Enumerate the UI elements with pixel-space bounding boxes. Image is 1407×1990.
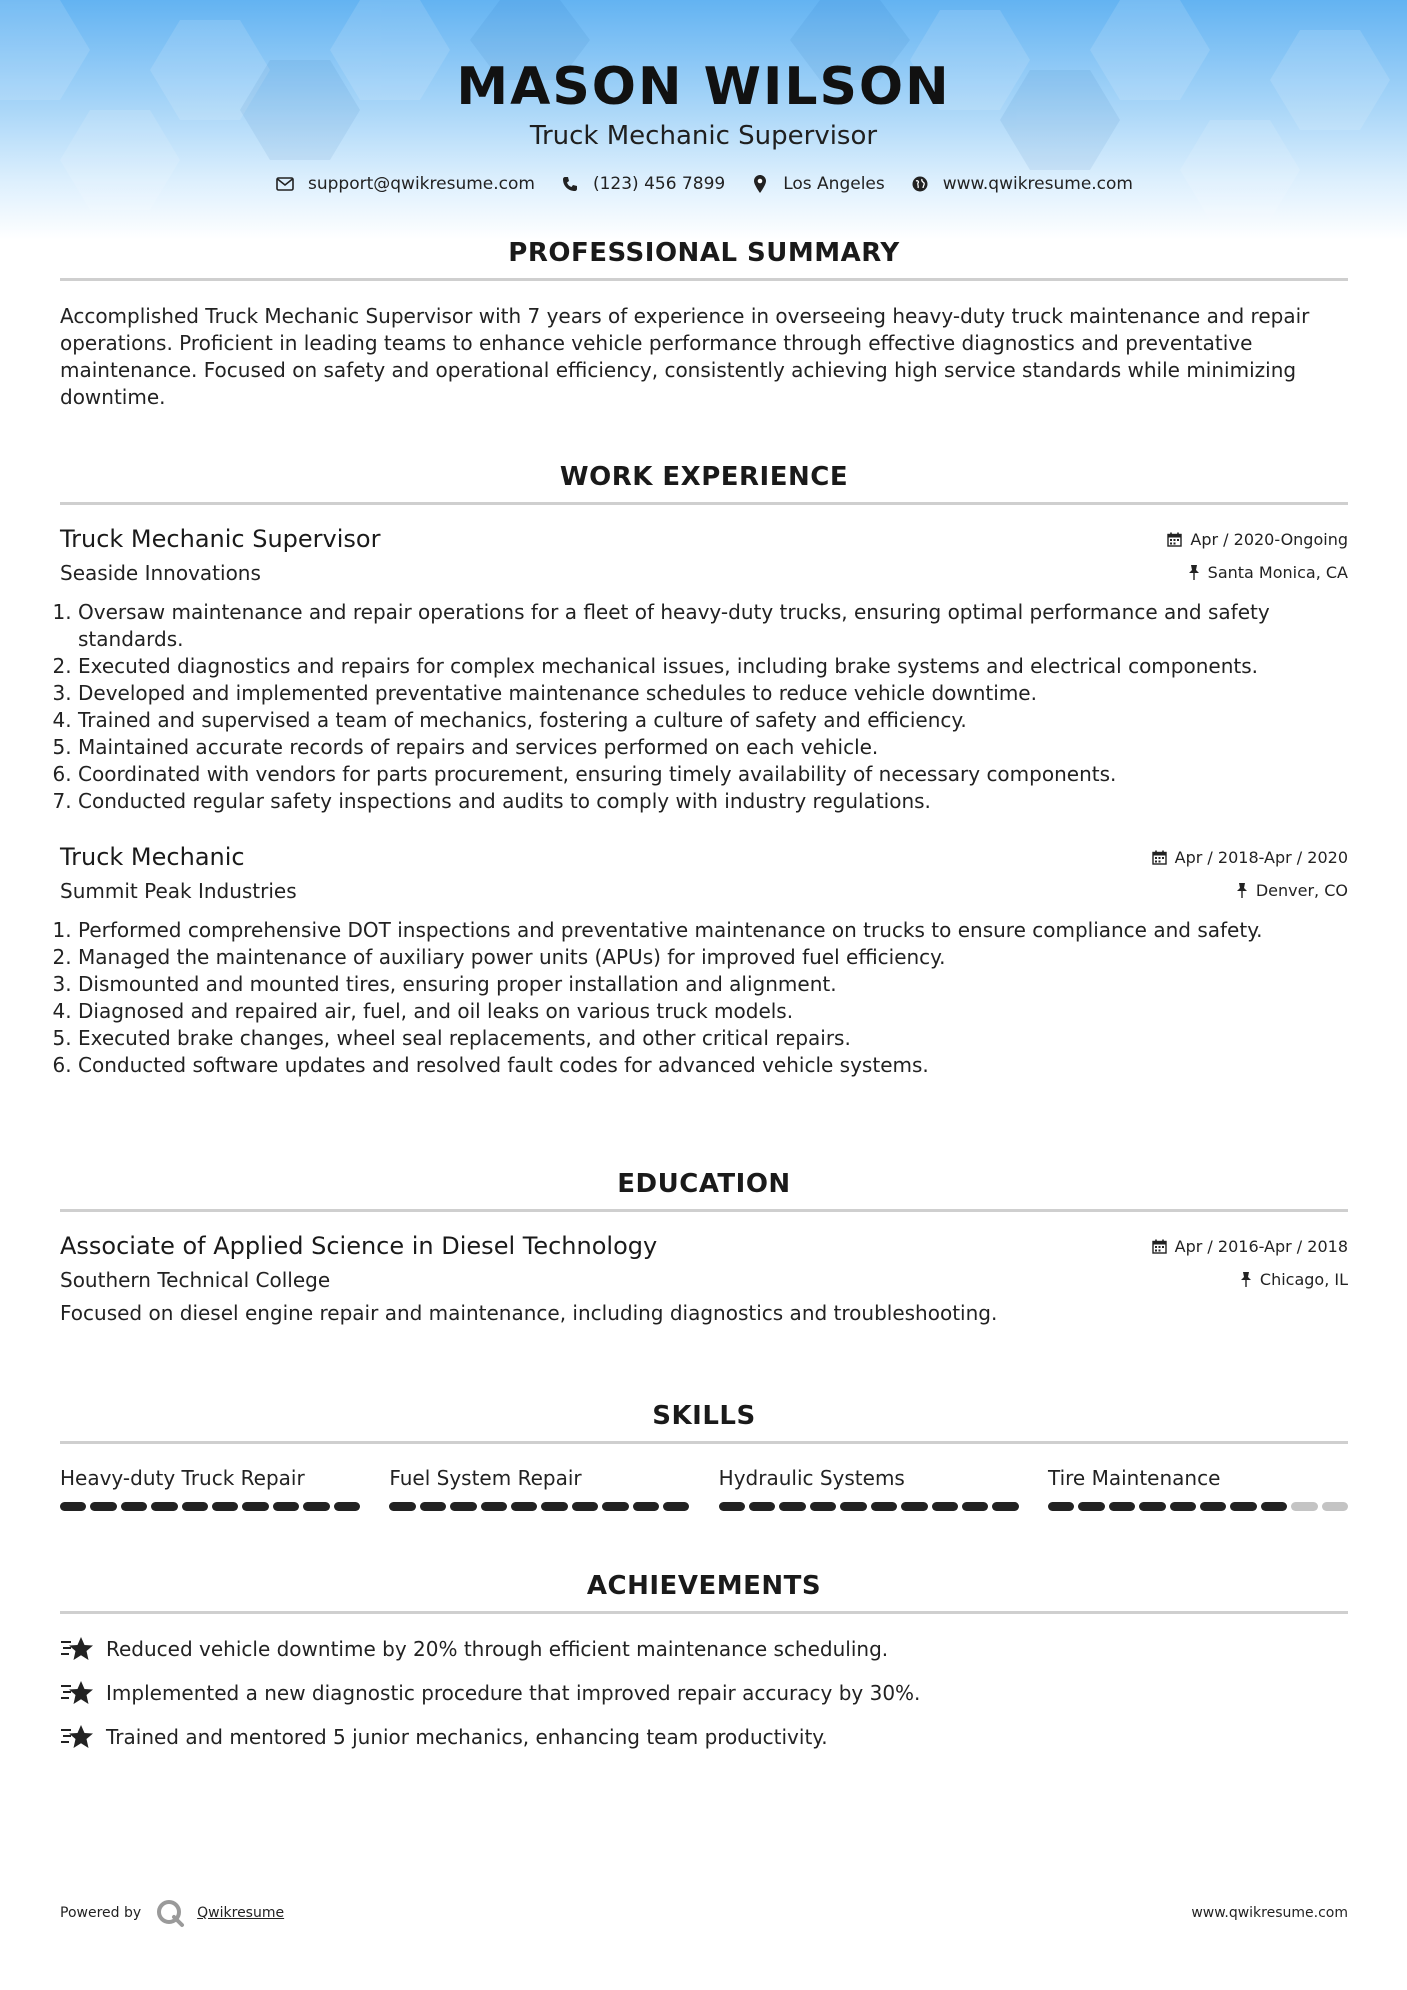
skill-level-segment (60, 1502, 86, 1511)
skill-level-segment (242, 1502, 268, 1511)
skill-level-segment (932, 1502, 958, 1511)
resume-header (0, 56, 1407, 194)
list-item: 1. Performed comprehensive DOT inspections and preventative maintenance on trucks to ensure compliance and safety. (78, 917, 1348, 944)
skill-level-segment (840, 1502, 866, 1511)
job-dates-text: Apr / 2020-Ongoing (1190, 530, 1348, 549)
skill-level-segment (633, 1502, 659, 1511)
candidate-name: MASON WILSON (456, 57, 951, 117)
powered-by (60, 1898, 284, 1928)
achievement-text: Trained and mentored 5 junior mechanics, enhancing team productivity. (106, 1725, 828, 1749)
skill-level-segment (1322, 1502, 1348, 1511)
skill-level-segment (1291, 1502, 1317, 1511)
summary-section (60, 238, 1348, 411)
list-item: 7. Conducted regular safety inspections and audits to comply with industry regulations. (78, 788, 1348, 815)
job-title: Truck Mechanic (60, 843, 245, 871)
skill-level-segment (962, 1502, 988, 1511)
list-item: 6. Conducted software updates and resolved fault codes for advanced vehicle systems. (78, 1052, 1348, 1079)
education-description: Focused on diesel engine repair and maintenance, including diagnostics and troubleshooting. (60, 1301, 998, 1325)
skill-level-segment (719, 1502, 745, 1511)
skill-level-segment (182, 1502, 208, 1511)
skill-level-segment (151, 1502, 177, 1511)
education-dates-text: Apr / 2016-Apr / 2018 (1174, 1237, 1348, 1256)
calendar-icon (1152, 1239, 1167, 1254)
skill-level-segment (1048, 1502, 1074, 1511)
skill-level-segment (572, 1502, 598, 1511)
skill-level-segment (541, 1502, 567, 1511)
skill-item (60, 1466, 360, 1511)
degree-title: Associate of Applied Science in Diesel Technology (60, 1232, 658, 1260)
skill-level-segment (1109, 1502, 1135, 1511)
skill-level-segment (1261, 1502, 1287, 1511)
job-dates (1167, 530, 1348, 549)
duty-list (60, 917, 1348, 1079)
skill-level-segment (602, 1502, 628, 1511)
achievement-item (60, 1680, 1348, 1706)
skill-level-segment (389, 1502, 415, 1511)
experience-heading: WORK EXPERIENCE (60, 462, 1348, 505)
skill-level-segment (511, 1502, 537, 1511)
job-location-text: Santa Monica, CA (1207, 563, 1348, 582)
skill-level-segment (303, 1502, 329, 1511)
education-location-text: Chicago, IL (1259, 1270, 1348, 1289)
skill-level-segment (450, 1502, 476, 1511)
skill-level-segment (212, 1502, 238, 1511)
skill-level-bar (1048, 1502, 1348, 1511)
skill-name: Tire Maintenance (1047, 1466, 1221, 1490)
skill-level-segment (90, 1502, 116, 1511)
skill-level-segment (1200, 1502, 1226, 1511)
achievements-heading: ACHIEVEMENTS (60, 1571, 1348, 1614)
skill-level-segment (1170, 1502, 1196, 1511)
calendar-icon (1152, 850, 1167, 865)
skill-level-segment (779, 1502, 805, 1511)
skills-heading: SKILLS (60, 1401, 1348, 1444)
skill-level-segment (273, 1502, 299, 1511)
job-entry (60, 843, 1348, 1079)
achievement-item (60, 1724, 1348, 1750)
powered-by-text: Powered by (60, 1905, 142, 1921)
skill-name: Hydraulic Systems (718, 1466, 905, 1490)
school-name: Southern Technical College (60, 1268, 331, 1292)
summary-text: Accomplished Truck Mechanic Supervisor with 7 years of experience in overseeing heavy-duty truck maintenance and repair operations. Proficient in leading teams to enhance vehicle performance through effective diagnostics and preventative maintenance. Focused on safety and operational efficiency, consistently achieving high service standards while minimizing downtime. (60, 304, 1310, 409)
company-name: Seaside Innovations (60, 561, 261, 585)
skill-level-segment (749, 1502, 775, 1511)
list-item: 3. Dismounted and mounted tires, ensuring proper installation and alignment. (78, 971, 1348, 998)
star-icon (60, 1680, 94, 1706)
skill-level-segment (121, 1502, 147, 1511)
skill-item (719, 1466, 1019, 1511)
calendar-icon (1167, 532, 1182, 547)
skill-level-bar (719, 1502, 1019, 1511)
skill-level-segment (901, 1502, 927, 1511)
list-item: 5. Maintained accurate records of repairs and services performed on each vehicle. (78, 734, 1348, 761)
education-heading: EDUCATION (60, 1169, 1348, 1212)
star-icon (60, 1724, 94, 1750)
list-item: 4. Trained and supervised a team of mechanics, fostering a culture of safety and efficiency. (78, 707, 1348, 734)
achievements-list (60, 1636, 1348, 1750)
phone-text: (123) 456 7899 (592, 174, 726, 194)
education-location (1240, 1270, 1348, 1289)
skill-level-segment (871, 1502, 897, 1511)
skill-level-segment (810, 1502, 836, 1511)
job-dates-text: Apr / 2018-Apr / 2020 (1174, 848, 1348, 867)
job-entry (60, 525, 1348, 815)
skill-level-bar (60, 1502, 360, 1511)
job-location (1236, 881, 1348, 900)
list-item: 5. Executed brake changes, wheel seal replacements, and other critical repairs. (78, 1025, 1348, 1052)
skill-name: Fuel System Repair (389, 1466, 582, 1490)
qwikresume-logo-icon (155, 1898, 187, 1928)
list-item: 3. Developed and implemented preventative maintenance schedules to reduce vehicle downtime. (78, 680, 1348, 707)
contact-phone[interactable] (559, 174, 725, 194)
skill-name: Heavy-duty Truck Repair (60, 1466, 305, 1490)
skill-level-segment (663, 1502, 689, 1511)
list-item: 2. Executed diagnostics and repairs for complex mechanical issues, including brake systems and electrical components. (78, 653, 1348, 680)
experience-section (60, 462, 1348, 1079)
skills-section (60, 1401, 1348, 1511)
skill-level-segment (334, 1502, 360, 1511)
skill-level-bar (389, 1502, 689, 1511)
company-name: Summit Peak Industries (60, 879, 297, 903)
website-text: www.qwikresume.com (942, 174, 1133, 194)
education-dates (1152, 1237, 1348, 1256)
contact-email[interactable] (274, 174, 535, 194)
contact-bar (0, 174, 1407, 194)
email-text: support@qwikresume.com (308, 174, 535, 194)
list-item: 1. Oversaw maintenance and repair operations for a fleet of heavy-duty trucks, ensuring optimal performance and safety standards. (78, 599, 1348, 653)
footer-website-link[interactable]: www.qwikresume.com (1191, 1905, 1348, 1921)
list-item: 4. Diagnosed and repaired air, fuel, and oil leaks on various truck models. (78, 998, 1348, 1025)
list-item: 6. Coordinated with vendors for parts procurement, ensuring timely availability of necessary components. (78, 761, 1348, 788)
education-section (60, 1169, 1348, 1327)
star-icon (60, 1636, 94, 1662)
skills-list (60, 1466, 1348, 1511)
achievements-section (60, 1571, 1348, 1768)
skill-item (1048, 1466, 1348, 1511)
brand-link[interactable]: Qwikresume (197, 1905, 285, 1921)
achievement-text: Implemented a new diagnostic procedure that improved repair accuracy by 30%. (106, 1681, 921, 1705)
job-location-text: Denver, CO (1255, 881, 1348, 900)
contact-location (749, 174, 885, 194)
summary-heading: PROFESSIONAL SUMMARY (60, 238, 1348, 281)
list-item: 2. Managed the maintenance of auxiliary power units (APUs) for improved fuel efficiency. (78, 944, 1348, 971)
pushpin-icon (1236, 883, 1248, 898)
pushpin-icon (1240, 1272, 1252, 1287)
envelope-icon (274, 175, 296, 193)
skill-level-segment (420, 1502, 446, 1511)
skill-level-segment (481, 1502, 507, 1511)
achievement-item (60, 1636, 1348, 1662)
map-pin-icon (749, 175, 771, 193)
location-text: Los Angeles (783, 174, 885, 194)
skill-level-segment (1139, 1502, 1165, 1511)
candidate-role: Truck Mechanic Supervisor (529, 121, 878, 151)
contact-website[interactable] (909, 174, 1133, 194)
job-dates (1152, 848, 1348, 867)
achievement-text: Reduced vehicle downtime by 20% through efficient maintenance scheduling. (106, 1637, 889, 1661)
globe-icon (909, 175, 931, 193)
skill-level-segment (1230, 1502, 1256, 1511)
skill-level-segment (1078, 1502, 1104, 1511)
job-title: Truck Mechanic Supervisor (60, 525, 381, 553)
skill-item (389, 1466, 689, 1511)
duty-list (60, 599, 1348, 815)
skill-level-segment (992, 1502, 1018, 1511)
phone-icon (559, 175, 581, 193)
footer (60, 1898, 1348, 1928)
job-location (1188, 563, 1348, 582)
pushpin-icon (1188, 565, 1200, 580)
